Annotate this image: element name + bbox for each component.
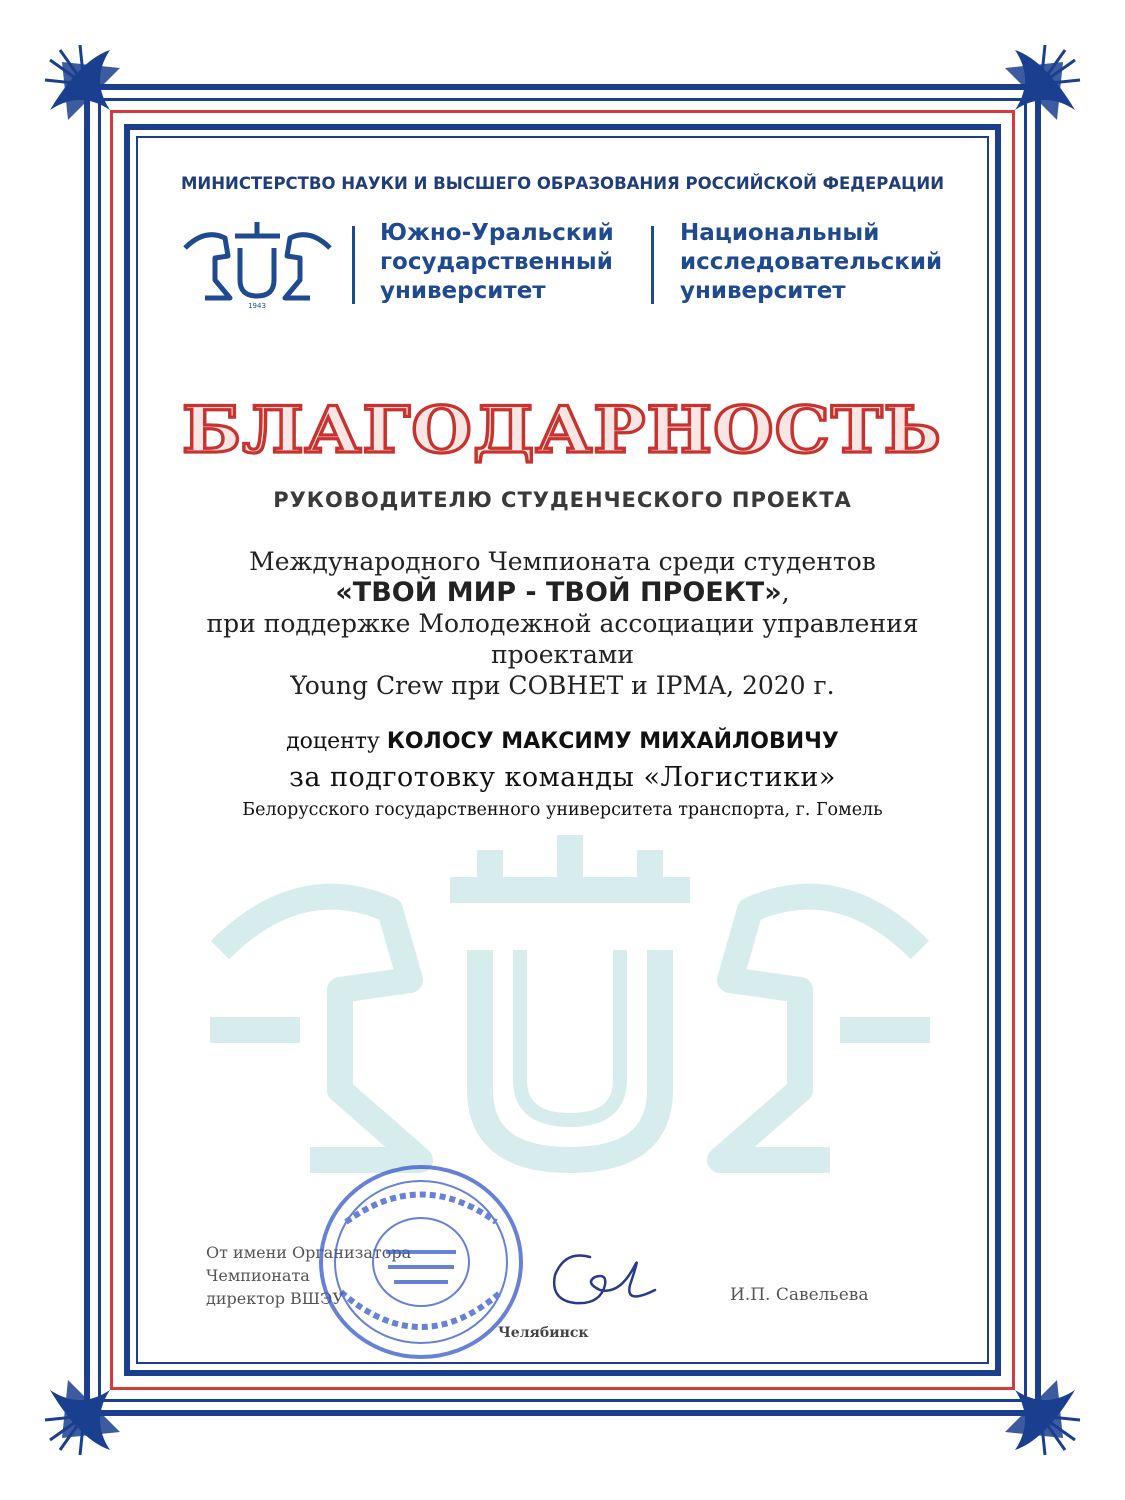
university-name	[380, 219, 614, 306]
signatory-line: Чемпионата	[206, 1266, 310, 1285]
event-line: проектами	[491, 640, 634, 669]
university-emblem-watermark-icon	[190, 830, 950, 1220]
awardee-organization: Белорусского государственного университета транспорта, г. Гомель	[242, 800, 883, 820]
city-label: Челябинск	[498, 1325, 589, 1341]
signatory-line: От имени Организатора	[206, 1243, 412, 1262]
emblem-year: 1943	[248, 302, 266, 310]
university-name-line: государственный	[380, 249, 613, 275]
corner-ornament-icon	[945, 1320, 1085, 1460]
university-name-line: университет	[380, 278, 546, 304]
official-stamp-icon	[316, 1162, 526, 1362]
university-name-line: Южно-Уральский	[380, 220, 614, 246]
award-reason: за подготовку команды «Логистики»	[289, 762, 836, 793]
event-name-line	[140, 577, 985, 608]
university-emblem-icon	[180, 218, 335, 310]
signatory-line: директор ВШЭУ	[206, 1289, 344, 1308]
event-name: «ТВОЙ МИР - ТВОЙ ПРОЕКТ»	[335, 577, 782, 608]
certificate-title-text: БЛАГОДАРНОСТЬ	[182, 393, 942, 468]
corner-ornament-icon	[945, 40, 1085, 180]
signatory-name: И.П. Савельева	[730, 1285, 869, 1305]
corner-ornament-icon	[40, 1320, 180, 1460]
event-description	[140, 546, 985, 701]
university-status	[680, 219, 942, 306]
header-divider	[651, 226, 654, 304]
awardee-line	[140, 729, 985, 754]
event-line: Young Crew при СОВНЕТ и IPMA, 2020 г.	[290, 671, 835, 700]
certificate-title	[140, 392, 985, 468]
university-status-line: исследовательский	[680, 249, 943, 275]
event-line: Международного Чемпионата среди студентов	[249, 547, 876, 576]
university-status-line: университет	[680, 278, 846, 304]
corner-ornament-icon	[40, 40, 180, 180]
awardee-prefix: доценту	[286, 729, 380, 754]
signature-icon	[545, 1245, 665, 1315]
ministry-heading: МИНИСТЕРСТВО НАУКИ И ВЫСШЕГО ОБРАЗОВАНИЯ РОССИЙСКОЙ ФЕДЕРАЦИИ	[180, 174, 945, 193]
header-divider	[352, 226, 355, 304]
university-status-line: Национальный	[680, 220, 880, 246]
recipient-role: РУКОВОДИТЕЛЮ СТУДЕНЧЕСКОГО ПРОЕКТА	[273, 488, 852, 512]
event-line: при поддержке Молодежной ассоциации управления	[206, 609, 919, 638]
awardee-name: КОЛОСУ МАКСИМУ МИХАЙЛОВИЧУ	[386, 729, 839, 754]
event-name-suffix: ,	[781, 578, 790, 607]
